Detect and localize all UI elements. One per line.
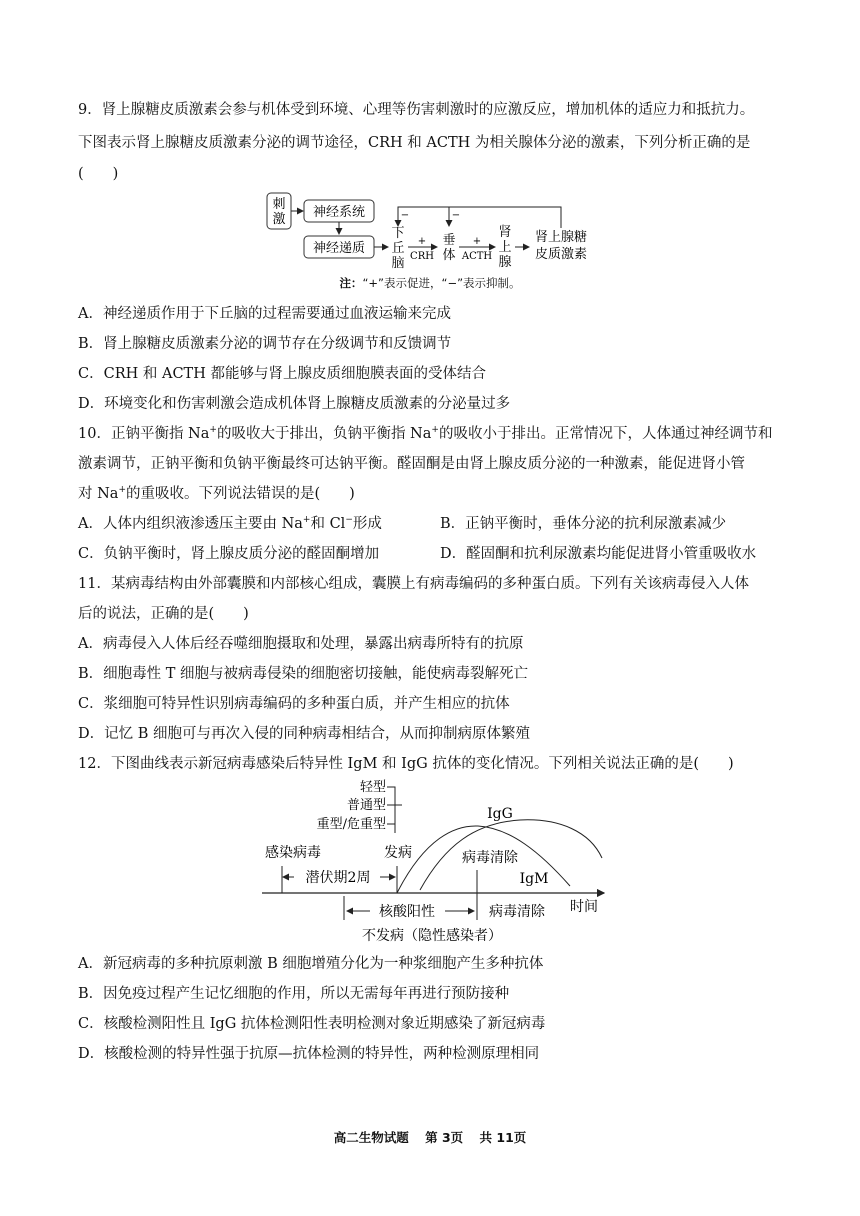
- q10-oa-a: A．人体内组织液渗透压主要由 Na: [78, 516, 303, 532]
- sup-plus: +: [302, 515, 311, 525]
- q9-stem-line2: 下图表示肾上腺糖皮质激素分泌的调节途径，CRH 和 ACTH 为相关腺体分泌的激素，下列分析正确的是: [78, 135, 751, 151]
- q10-option-d: D．醛固酮和抗利尿激素均能促进肾小管重吸收水: [440, 546, 757, 562]
- q9-stem-line3: ( ): [78, 166, 119, 182]
- q12-option-c: C．核酸检测阳性且 IgG 抗体检测阳性表明检测对象近期感染了新冠病毒: [78, 1016, 546, 1032]
- diagram-acth: ACTH: [461, 251, 493, 262]
- fig-igm-label: IgM: [519, 871, 549, 887]
- diagram-hypothalamus-3: 脑: [391, 256, 405, 271]
- diagram-stimulus-1: 刺: [272, 197, 286, 212]
- sup-minus: −: [345, 515, 353, 525]
- q10-oa-b: 和 Cl: [310, 516, 346, 532]
- fig-light: 轻型: [359, 780, 386, 795]
- q9-option-b: B．肾上腺糖皮质激素分泌的调节存在分级调节和反馈调节: [78, 336, 452, 352]
- q12-option-d: D．核酸检测的特异性强于抗原—抗体检测的特异性，两种检测原理相同: [78, 1046, 540, 1062]
- q11-option-b: B．细胞毒性 T 细胞与被病毒侵染的细胞密切接触，能使病毒裂解死亡: [78, 666, 529, 682]
- fig-nucleic: 核酸阳性: [379, 904, 435, 920]
- q9-option-d: D．环境变化和伤害刺激会造成机体肾上腺糖皮质激素的分泌量过多: [78, 396, 511, 412]
- q10-stem-line2: 激素调节，正钠平衡和负钠平衡最终可达钠平衡。醛固酮是由肾上腺皮质分泌的一种激素，能促进肾小管: [78, 456, 745, 472]
- q10-l3a: 对 Na: [78, 486, 119, 502]
- diagram-crh: CRH: [410, 251, 434, 262]
- fig-onset: 发病: [384, 845, 412, 861]
- q11-option-c: C．浆细胞可特异性识别病毒编码的多种蛋白质，并产生相应的抗体: [78, 696, 510, 712]
- q12-option-b: B．因免疫过程产生记忆细胞的作用，所以无需每年再进行预防接种: [78, 986, 510, 1002]
- q11-stem-line1: 11．某病毒结构由外部囊膜和内部核心组成，囊膜上有病毒编码的多种蛋白质。下列有关该病毒侵入人体: [78, 576, 749, 592]
- q12-option-a: A．新冠病毒的多种抗原刺激 B 细胞增殖分化为一种浆细胞产生多种抗体: [78, 956, 544, 972]
- fig-no-onset: 不发病（隐性感染者）: [362, 928, 502, 944]
- q10-l1b: 的吸收大于排出，负钠平衡指 Na: [216, 426, 432, 442]
- q10-stem-line3: [78, 484, 788, 504]
- diagram-pituitary-2: 体: [442, 248, 456, 263]
- q11-option-d: D．记忆 B 细胞可与再次入侵的同种病毒相结合，从而抑制病原体繁殖: [78, 726, 530, 742]
- sup-plus: +: [209, 425, 217, 435]
- diagram-adrenal-2: 上: [498, 240, 512, 255]
- footer-total: 共 11页: [479, 1130, 527, 1145]
- q10-option-b: B．正钠平衡时，垂体分泌的抗利尿激素减少: [440, 516, 727, 532]
- note-label: 注：: [339, 276, 363, 290]
- q11-stem-line2: 后的说法，正确的是( ): [78, 606, 249, 622]
- q9-regulation-diagram: [0, 0, 860, 300]
- footer-subject: 高二生物试题: [333, 1130, 409, 1145]
- q10-l1c: 的吸收小于排出。正常情况下，人体通过神经调节和: [438, 426, 773, 442]
- fig-incubation: 潜伏期2周: [305, 870, 371, 886]
- q12-antibody-figure: [0, 770, 860, 950]
- diagram-transmitter: 神经递质: [312, 241, 366, 256]
- diagram-pituitary-1: 垂: [442, 233, 456, 248]
- fig-clear-top: 病毒清除: [462, 850, 518, 866]
- fig-igg-label: IgG: [487, 806, 513, 822]
- q12-stem-line1: 12．下图曲线表示新冠病毒感染后特异性 IgM 和 IgG 抗体的变化情况。下列相关说法正确的是( ): [78, 756, 734, 772]
- sup-plus: +: [431, 425, 439, 435]
- diagram-stimulus-2: 激: [272, 212, 286, 227]
- q9-option-a: A．神经递质作用于下丘脑的过程需要通过血液运输来完成: [78, 306, 451, 322]
- diagram-minus-1: −: [400, 210, 410, 221]
- fig-severe: 重型/危重型: [316, 817, 386, 832]
- diagram-nervous-system: 神经系统: [312, 205, 366, 220]
- diagram-minus-2: −: [451, 210, 461, 221]
- page-footer: [0, 1128, 860, 1146]
- note-text: “+”表示促进，“−”表示抑制。: [362, 276, 521, 290]
- diagram-plus-1: +: [417, 236, 427, 247]
- q11-option-a: A．病毒侵入人体后经吞噬细胞摄取和处理，暴露出病毒所特有的抗原: [78, 636, 524, 652]
- diagram-adrenal-3: 腺: [498, 255, 512, 270]
- diagram-hormone-line2: 皮质激素: [534, 247, 588, 262]
- diagram-adrenal-1: 肾: [498, 225, 512, 240]
- q9-diagram-note: [0, 275, 860, 291]
- diagram-hypothalamus-2: 丘: [391, 241, 405, 256]
- q10-option-a: [78, 514, 382, 534]
- fig-common: 普通型: [346, 798, 386, 813]
- fig-time: 时间: [570, 899, 598, 915]
- footer-page: 第 3页: [425, 1130, 464, 1145]
- q10-stem-line1: [78, 424, 788, 444]
- sup-plus: +: [118, 485, 126, 495]
- q10-l1a: 10．正钠平衡指 Na: [78, 426, 210, 442]
- diagram-plus-2: +: [472, 236, 482, 247]
- diagram-hormone-line1: 肾上腺糖: [534, 230, 588, 245]
- q10-l3b: 的重吸收。下列说法错误的是( ): [126, 486, 355, 502]
- diagram-hypothalamus-1: 下: [391, 226, 405, 241]
- q9-option-c: C．CRH 和 ACTH 都能够与肾上腺皮质细胞膜表面的受体结合: [78, 366, 486, 382]
- fig-infection: 感染病毒: [265, 845, 321, 861]
- q10-oa-c: 形成: [352, 516, 382, 532]
- q9-stem-line1: 9．肾上腺糖皮质激素会参与机体受到环境、心理等伤害刺激时的应激反应，增加机体的适应力和抵抗力。: [78, 102, 755, 118]
- q10-option-c: C．负钠平衡时，肾上腺皮质分泌的醛固酮增加: [78, 546, 380, 562]
- fig-clear-bottom: 病毒清除: [489, 904, 545, 920]
